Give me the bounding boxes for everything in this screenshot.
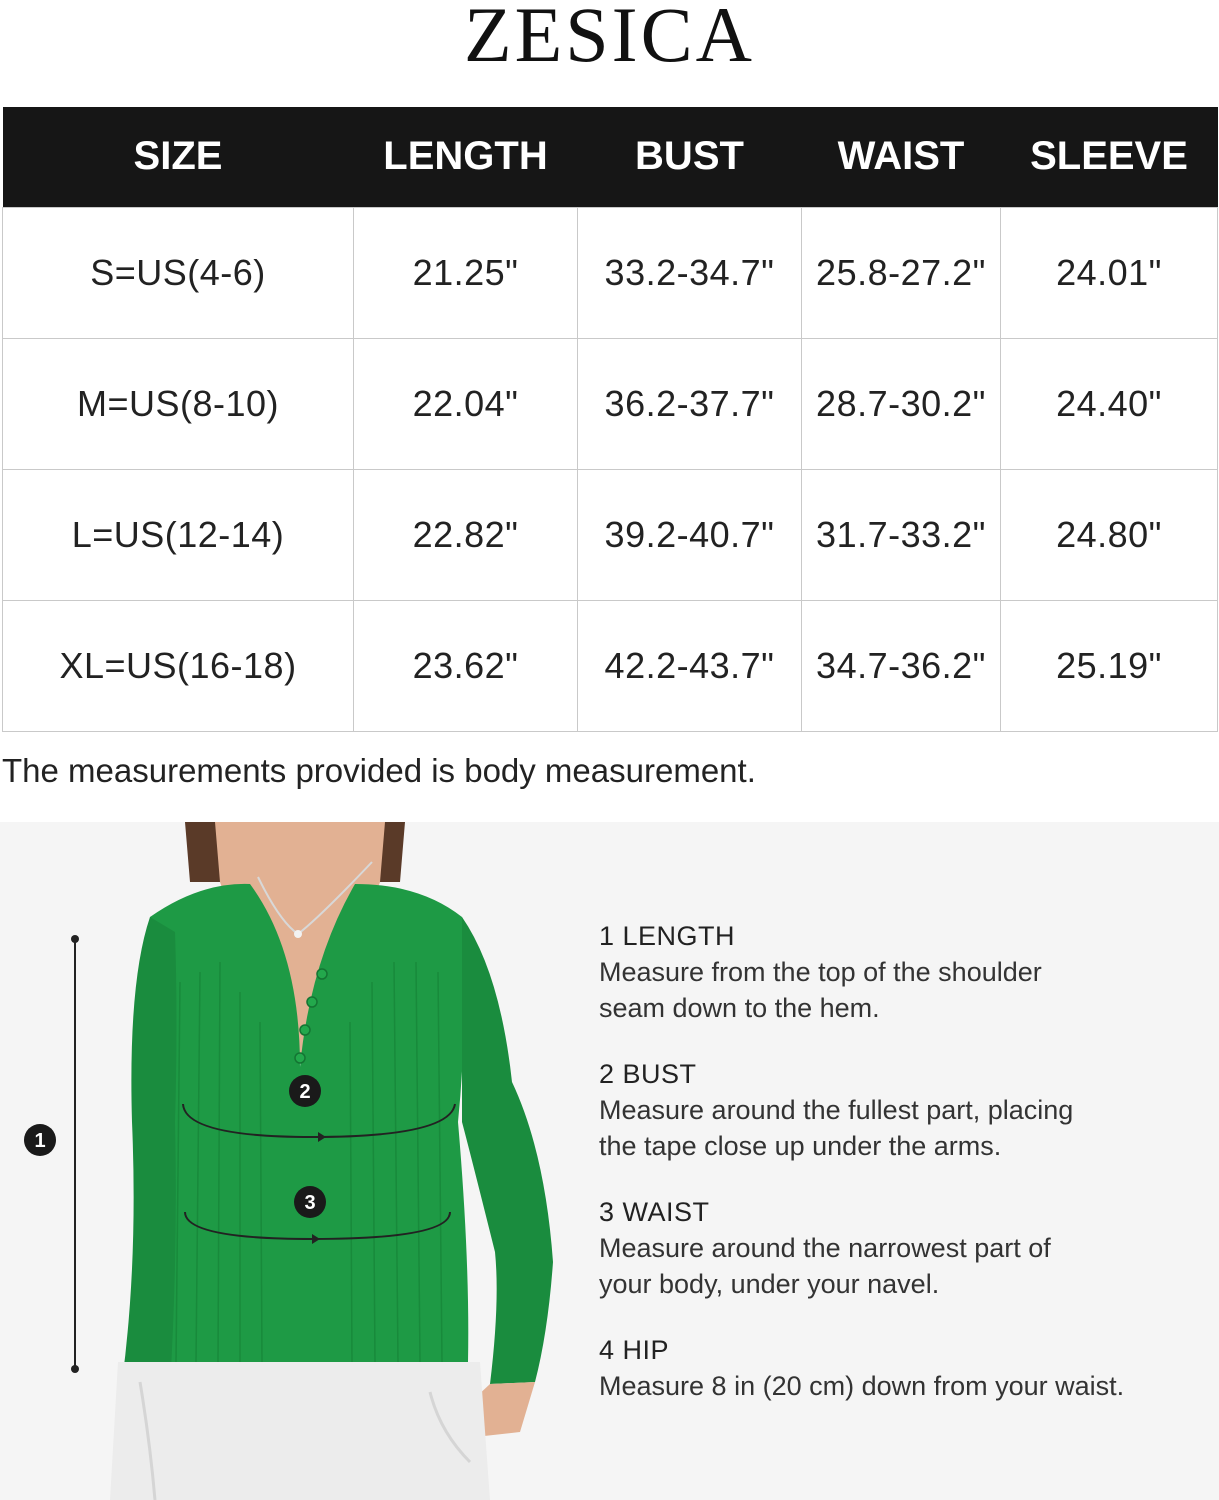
length-line-top-dot [71, 935, 79, 943]
header-sleeve: SLEEVE [1001, 107, 1218, 207]
cell-sleeve: 24.01" [1001, 207, 1218, 338]
cell-sleeve: 24.40" [1001, 338, 1218, 469]
table-row [3, 338, 1218, 469]
step-text: your body, under your navel. [599, 1269, 940, 1299]
cell-length: 21.25" [354, 207, 578, 338]
cell-bust: 42.2-43.7" [578, 600, 802, 731]
right-sleeve-shape [462, 917, 553, 1384]
cell-size: M=US(8-10) [3, 338, 354, 469]
cell-length: 23.62" [354, 600, 578, 731]
left-sleeve-shape [122, 917, 177, 1387]
table-header-row [3, 107, 1218, 207]
cell-waist: 34.7-36.2" [802, 600, 1001, 731]
measurement-note: The measurements provided is body measurement. [2, 752, 756, 789]
cell-sleeve: 24.80" [1001, 469, 1218, 600]
cell-size: XL=US(16-18) [3, 600, 354, 731]
step-title: 4 HIP [599, 1335, 670, 1365]
cell-bust: 33.2-34.7" [578, 207, 802, 338]
cell-length: 22.82" [354, 469, 578, 600]
table-row [3, 207, 1218, 338]
marker-1-label: 1 [34, 1130, 46, 1152]
step-hip [599, 1332, 1209, 1404]
header-bust: BUST [578, 107, 802, 207]
cell-bust: 39.2-40.7" [578, 469, 802, 600]
cell-waist: 25.8-27.2" [802, 207, 1001, 338]
step-text: the tape close up under the arms. [599, 1131, 1002, 1161]
length-line-bottom-dot [71, 1365, 79, 1373]
step-title: 3 WAIST [599, 1197, 710, 1227]
step-text: Measure from the top of the shoulder [599, 957, 1042, 987]
cell-bust: 36.2-37.7" [578, 338, 802, 469]
pants-shape [110, 1362, 490, 1500]
step-length [599, 918, 1209, 1026]
pendant-shape [294, 930, 302, 938]
size-chart-table [2, 107, 1218, 732]
marker-2-label: 2 [299, 1081, 311, 1103]
step-title: 2 BUST [599, 1059, 697, 1089]
cell-length: 22.04" [354, 338, 578, 469]
step-bust [599, 1056, 1209, 1164]
header-size: SIZE [3, 107, 354, 207]
header-length: LENGTH [354, 107, 578, 207]
step-text: Measure around the fullest part, placing [599, 1095, 1074, 1125]
step-text: Measure 8 in (20 cm) down from your waist. [599, 1371, 1125, 1401]
brand-logo: ZESICA [464, 0, 755, 78]
table-row [3, 600, 1218, 731]
step-text: Measure around the narrowest part of [599, 1233, 1051, 1263]
cell-size: L=US(12-14) [3, 469, 354, 600]
cell-size: S=US(4-6) [3, 207, 354, 338]
measuring-guide [0, 822, 1219, 1500]
table-row [3, 469, 1218, 600]
cell-sleeve: 25.19" [1001, 600, 1218, 731]
step-title: 1 LENGTH [599, 921, 736, 951]
measure-instructions [599, 918, 1209, 1434]
marker-3-label: 3 [304, 1192, 316, 1214]
cell-waist: 28.7-30.2" [802, 338, 1001, 469]
model-illustration [0, 822, 600, 1500]
step-text: seam down to the hem. [599, 993, 880, 1023]
header-waist: WAIST [802, 107, 1001, 207]
step-waist [599, 1194, 1209, 1302]
cell-waist: 31.7-33.2" [802, 469, 1001, 600]
